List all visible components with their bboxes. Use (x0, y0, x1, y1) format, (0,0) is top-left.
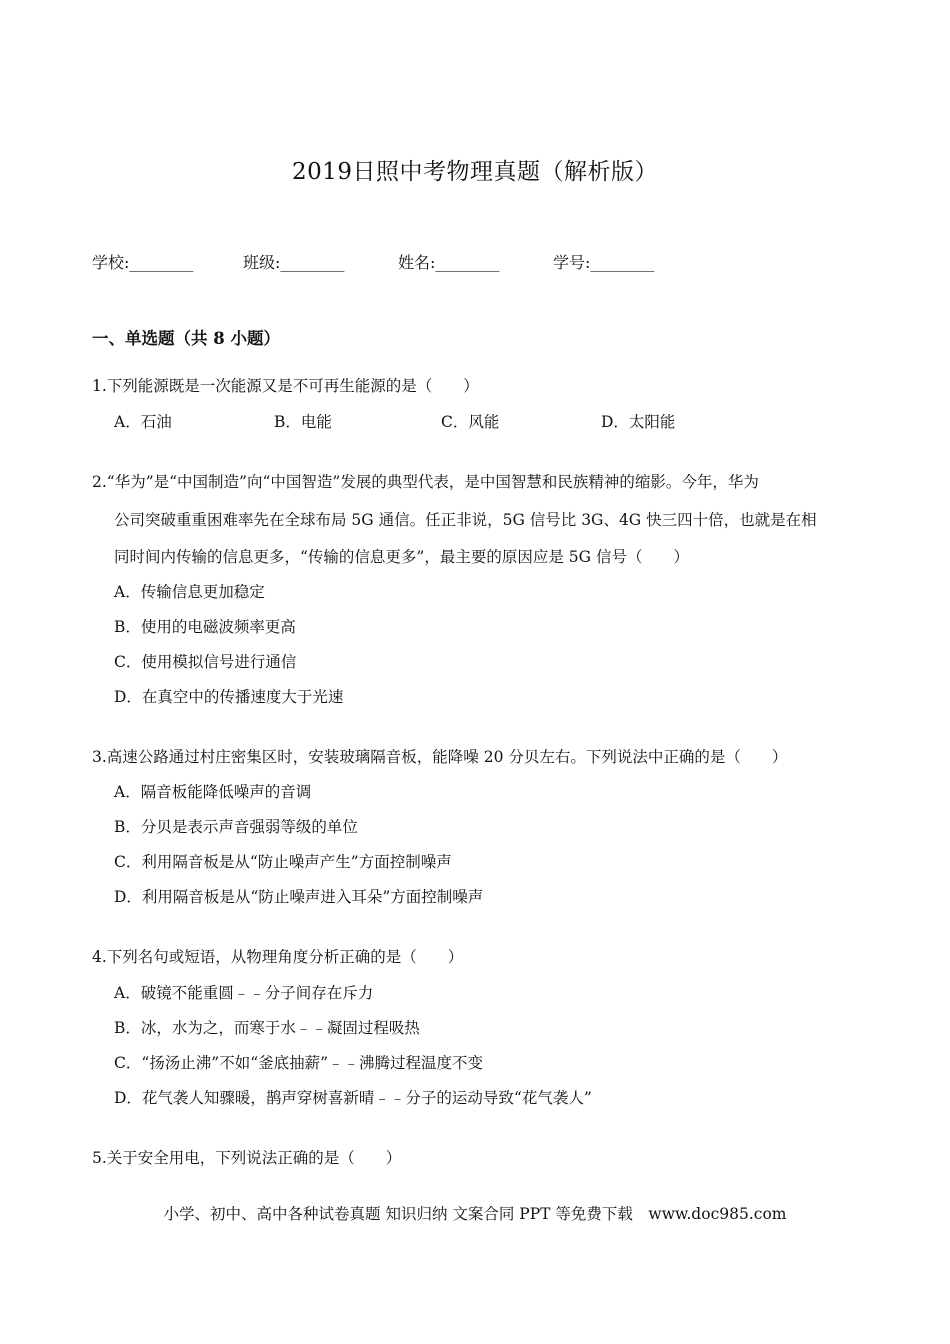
question-2-option-d: D．在真空中的传播速度大于光速 (114, 688, 344, 706)
page-footer: 小学、初中、高中各种试卷真题 知识归纳 文案合同 PPT 等免费下载 www.doc985.com (163, 1205, 787, 1223)
question-4-option-d: D．花气袭人知骤暖，鹊声穿树喜新晴﹣﹣分子的运动导致“花气袭人” (114, 1089, 592, 1107)
question-2-option-c: C．使用模拟信号进行通信 (114, 653, 297, 671)
question-3-option-b: B．分贝是表示声音强弱等级的单位 (114, 818, 358, 836)
question-4-option-b: B．冰，水为之，而寒于水﹣﹣凝固过程吸热 (114, 1019, 420, 1037)
question-5-stem: 5.关于安全用电，下列说法正确的是（ ） (92, 1149, 402, 1167)
question-1-stem: 1.下列能源既是一次能源又是不可再生能源的是（ ） (92, 377, 479, 395)
question-1-option-c: C．风能 (441, 413, 500, 431)
question-2-option-a: A．传输信息更加稳定 (114, 583, 265, 601)
question-3-option-c: C．利用隔音板是从“防止噪声产生”方面控制噪声 (114, 853, 452, 871)
question-2-stem-line-3: 同时间内传输的信息更多，“传输的信息更多”，最主要的原因应是 5G 信号（ ） (114, 548, 689, 566)
question-4-stem: 4.下列名句或短语，从物理角度分析正确的是（ ） (92, 948, 464, 966)
school-field: 学校:________ (92, 253, 194, 272)
page-title: 2019日照中考物理真题（解析版） (291, 159, 659, 185)
question-1-option-a: A．石油 (114, 413, 172, 431)
question-1-option-d: D．太阳能 (601, 413, 676, 431)
question-2-stem-line-1: 2.“华为”是“中国制造”向“中国智造”发展的典型代表，是中国智慧和民族精神的缩影。今年，华为 (92, 473, 759, 491)
student-number-field: 学号:________ (553, 253, 655, 272)
question-1-option-b: B．电能 (274, 413, 332, 431)
question-4-option-c: C．“扬汤止沸”不如“釜底抽薪”﹣﹣沸腾过程温度不变 (114, 1054, 484, 1072)
question-3-stem: 3.高速公路通过村庄密集区时，安装玻璃隔音板，能降噪 20 分贝左右。下列说法中正确的是（ ） (92, 748, 788, 766)
question-3-option-d: D．利用隔音板是从“防止噪声进入耳朵”方面控制噪声 (114, 888, 484, 906)
class-field: 班级:________ (243, 253, 345, 272)
question-2-stem-line-2: 公司突破重重困难率先在全球布局 5G 通信。任正非说，5G 信号比 3G、4G 快三四十倍，也就是在相 (114, 511, 817, 529)
question-2-option-b: B．使用的电磁波频率更高 (114, 618, 296, 636)
name-field: 姓名:________ (398, 253, 500, 272)
question-3-option-a: A．隔音板能降低噪声的音调 (114, 783, 312, 801)
question-4-option-a: A．破镜不能重圆﹣﹣分子间存在斥力 (114, 984, 374, 1002)
section-heading: 一、单选题（共 8 小题） (92, 329, 280, 348)
